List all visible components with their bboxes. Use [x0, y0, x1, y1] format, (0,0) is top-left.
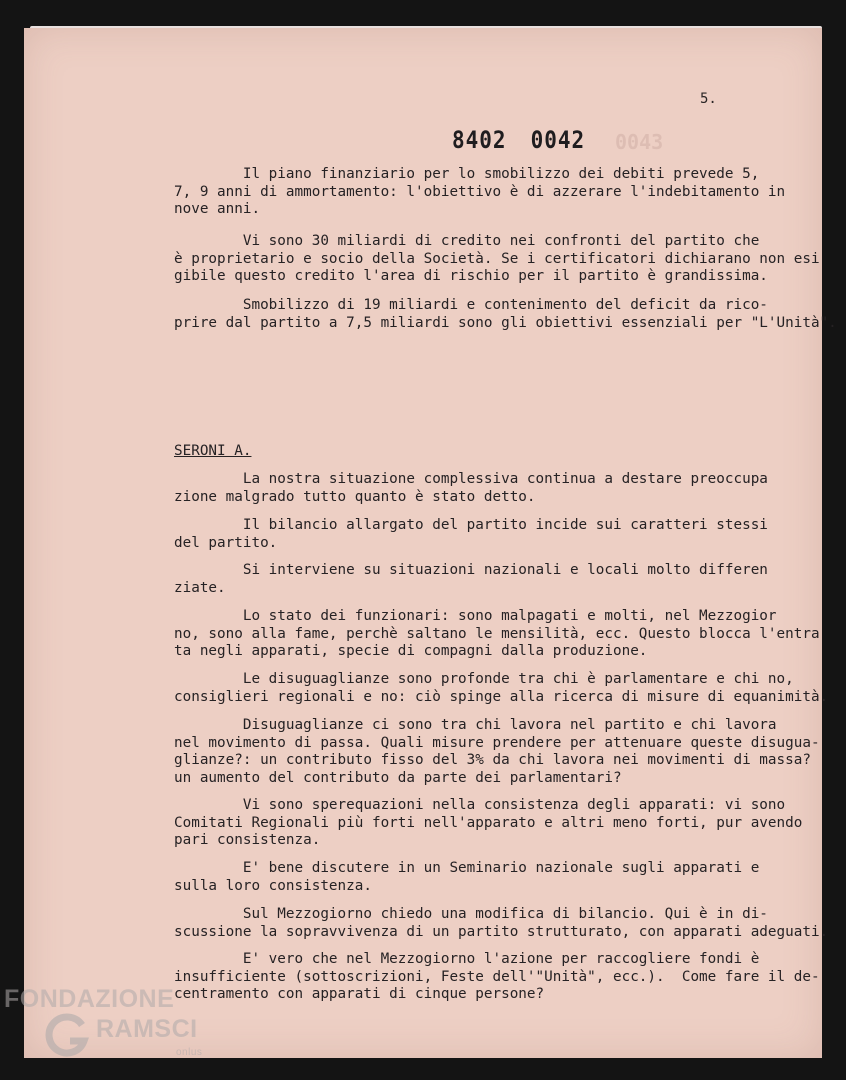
paragraph-2: Vi sono 30 miliardi di credito nei confronti del partito che è proprietario e socio della Società. Se i certificatori dichiarano non esi gibile questo credito l'area di rischio per il partito è grandissima. [174, 233, 820, 284]
speaker-name: SERONI A. [174, 443, 252, 459]
paragraph-7: Lo stato dei funzionari: sono malpagati e molti, nel Mezzogior no, sono alla fame, perchè saltano le mensilità, ecc. Questo blocca l'entra ta negli apparati, specie di compagni dalla produzione. [174, 608, 820, 659]
watermark-line-2: RAMSCI [96, 1015, 198, 1043]
paragraph-13: E' vero che nel Mezzogiorno l'azione per raccogliere fondi è insufficiente (sottoscrizioni, Feste dell'"Unità", ecc.). Come fare il de- centramento con apparati di cinque persone? [174, 951, 820, 1002]
paragraph-6: Si interviene su situazioni nazionali e locali molto differen ziate. [174, 562, 768, 596]
paragraph-11: E' bene discutere in un Seminario nazionale sugli apparati e sulla loro consistenza. [174, 860, 760, 894]
stamp-part-1: 8402 [452, 126, 507, 154]
paragraph-12: Sul Mezzogiorno chiedo una modifica di bilancio. Qui è in di- scussione la sopravvivenza di un partito strutturato, con apparati adeguati. [174, 906, 829, 940]
paragraph-1: Il piano finanziario per lo smobilizzo dei debiti prevede 5, 7, 9 anni di ammortamento: l'obiettivo è di azzerare l'indebitamento in nove anni. [174, 166, 786, 217]
watermark-suffix: onlus [176, 1047, 203, 1058]
fondazione-gramsci-watermark [4, 985, 224, 1058]
ghost-stamp: 0043 [615, 130, 664, 154]
archive-stamp [452, 126, 585, 154]
paragraph-3: Smobilizzo di 19 miliardi e contenimento del deficit da rico- prire dal partito a 7,5 miliardi sono gli obiettivi essenziali per "L'Unità". [174, 297, 837, 331]
paragraph-4: La nostra situazione complessiva continua a destare preoccupa zione malgrado tutto quanto è stato detto. [174, 471, 768, 505]
paragraph-10: Vi sono sperequazioni nella consistenza degli apparati: vi sono Comitati Regionali più forti nell'apparato e altri meno forti, pur avendo pari consistenza. [174, 797, 803, 848]
paragraph-5: Il bilancio allargato del partito incide sui caratteri stessi del partito. [174, 517, 768, 551]
page-number: 5. [700, 91, 717, 107]
watermark-line-1: FONDAZIONE [4, 985, 175, 1013]
gramsci-g-logo-icon [44, 1011, 92, 1059]
stamp-part-2: 0042 [530, 126, 586, 154]
paragraph-9: Disuguaglianze ci sono tra chi lavora nel partito e chi lavora nel movimento di passa. Quali misure prendere per attenuare queste disugua- glianze?: un contributo fisso del 3% da chi lavora nei movimenti di massa? un aumento del contributo da parte dei parlamentari? [174, 717, 820, 786]
paragraph-8: Le disuguaglianze sono profonde tra chi è parlamentare e chi no, consiglieri regionali e no: ciò spinge alla ricerca di misure di equanimità. [174, 671, 829, 705]
